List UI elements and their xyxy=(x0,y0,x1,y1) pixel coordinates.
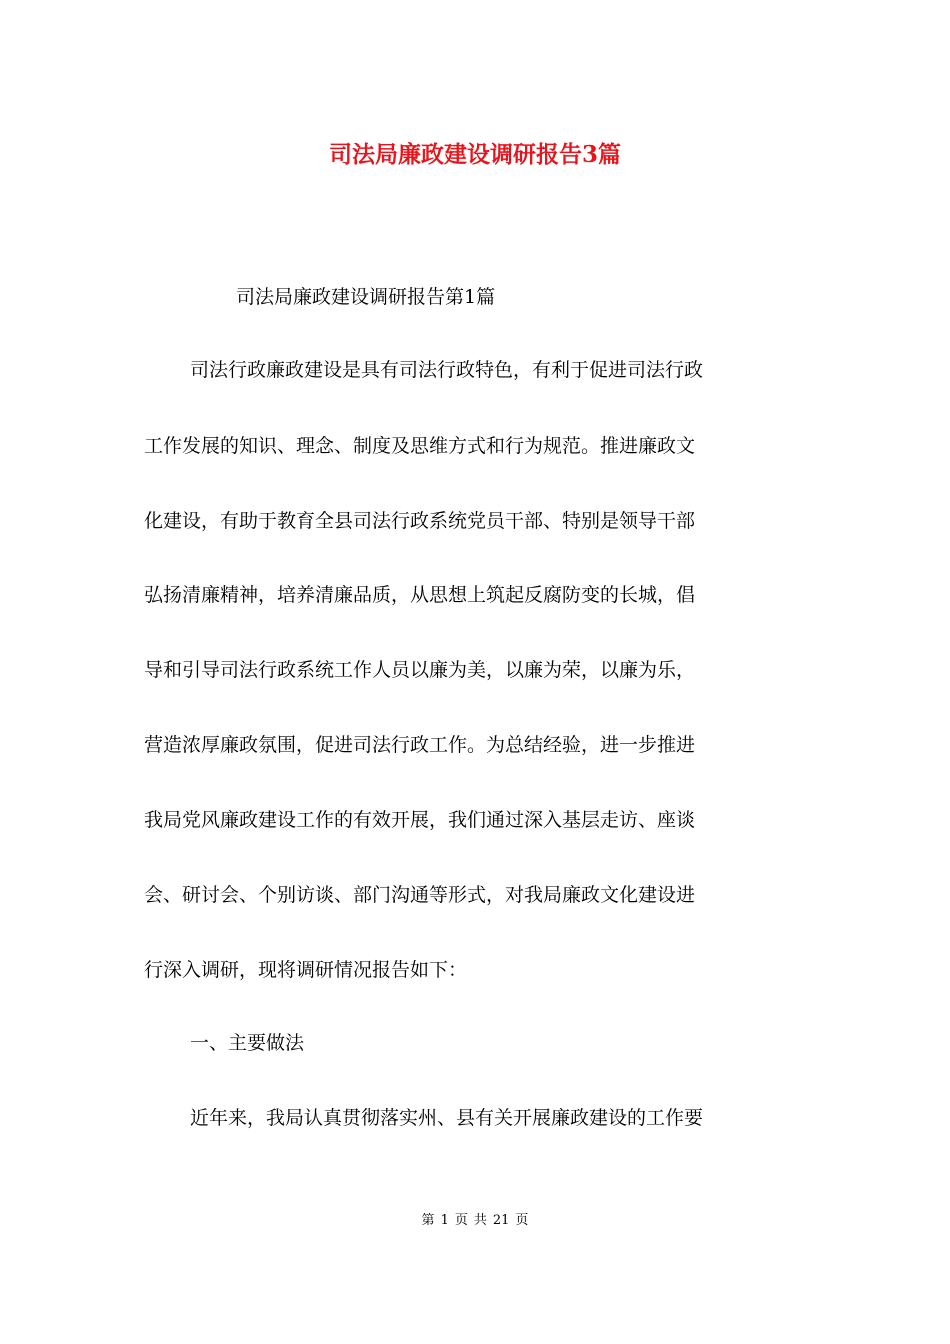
paragraph-line: 化建设，有助于教育全县司法行政系统党员干部、特别是领导干部 xyxy=(144,510,696,532)
section-heading: 一、主要做法 xyxy=(190,1032,305,1054)
footer-page-number: 1 xyxy=(440,1213,449,1228)
paragraph-line: 行深入调研，现将调研情况报告如下： xyxy=(144,959,468,981)
footer-label: 页 xyxy=(515,1213,529,1228)
paragraph-line: 导和引导司法行政系统工作人员以廉为美，以廉为荣，以廉为乐， xyxy=(144,659,696,681)
document-title: 司法局廉政建设调研报告3篇 xyxy=(328,141,621,168)
footer-label: 共 xyxy=(473,1213,487,1228)
paragraph-line: 会、研讨会、个别访谈、部门沟通等形式，对我局廉政文化建设进 xyxy=(144,884,696,906)
footer-total-pages: 21 xyxy=(492,1213,510,1228)
footer-label: 页 xyxy=(454,1213,468,1228)
paragraph-line: 我局党风廉政建设工作的有效开展，我们通过深入基层走访、座谈 xyxy=(144,809,696,831)
paragraph-line: 营造浓厚廉政氛围，促进司法行政工作。为总结经验，进一步推进 xyxy=(144,734,696,756)
paragraph-2-line: 近年来，我局认真贯彻落实州、县有关开展廉政建设的工作要 xyxy=(190,1107,704,1129)
paragraph-line: 司法行政廉政建设是具有司法行政特色，有利于促进司法行政 xyxy=(190,359,704,381)
page-footer xyxy=(0,1209,950,1228)
document-subtitle: 司法局廉政建设调研报告第1篇 xyxy=(236,286,496,308)
paragraph-line: 弘扬清廉精神，培养清廉品质，从思想上筑起反腐防变的长城，倡 xyxy=(144,584,696,606)
footer-label: 第 xyxy=(421,1213,435,1228)
paragraph-line: 工作发展的知识、理念、制度及思维方式和行为规范。推进廉政文 xyxy=(144,435,696,457)
